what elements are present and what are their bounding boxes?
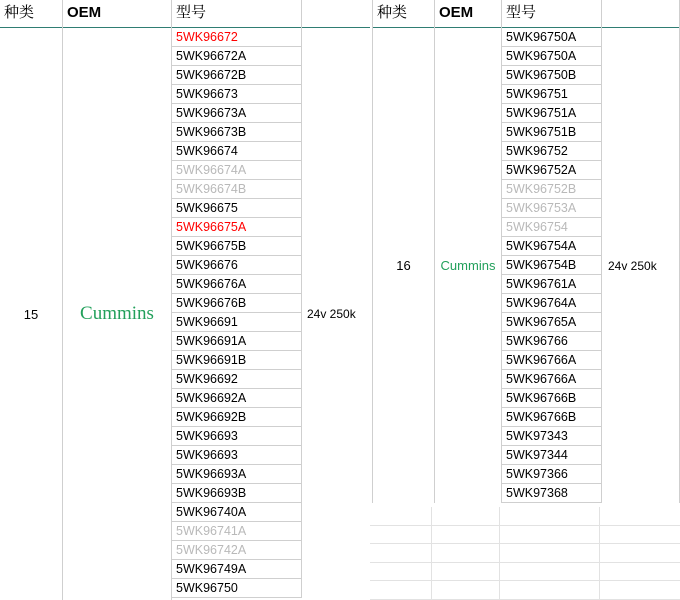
oem-value-cell[interactable]: Cummins: [63, 28, 171, 600]
model-cell[interactable]: 5WK96691: [172, 313, 301, 332]
model-cell[interactable]: 5WK96673A: [172, 104, 301, 123]
model-list-left: [172, 28, 301, 598]
model-cell[interactable]: 5WK96753A: [502, 199, 601, 218]
model-cell[interactable]: 5WK96766A: [502, 370, 601, 389]
model-list-right: [502, 28, 601, 503]
model-cell[interactable]: 5WK96673B: [172, 123, 301, 142]
empty-cell[interactable]: [432, 563, 500, 581]
model-cell[interactable]: 5WK96693: [172, 427, 301, 446]
model-cell[interactable]: 5WK96693B: [172, 484, 301, 503]
model-cell[interactable]: 5WK96764A: [502, 294, 601, 313]
column-kind: [0, 0, 62, 600]
empty-cell[interactable]: [370, 526, 432, 544]
model-cell[interactable]: 5WK96752B: [502, 180, 601, 199]
header-spec-blank-2: [602, 0, 679, 28]
empty-row: [370, 526, 680, 545]
empty-cell[interactable]: [500, 563, 600, 581]
header-spec-blank: [302, 0, 370, 28]
model-cell[interactable]: 5WK96692B: [172, 408, 301, 427]
model-cell[interactable]: 5WK96752A: [502, 161, 601, 180]
model-cell[interactable]: 5WK96750: [172, 579, 301, 598]
model-cell[interactable]: 5WK96740A: [172, 503, 301, 522]
column-model-2: [502, 0, 602, 503]
empty-row: [370, 507, 680, 526]
empty-cell[interactable]: [432, 526, 500, 544]
header-model-2: 型号: [502, 0, 601, 28]
model-cell[interactable]: 5WK96691A: [172, 332, 301, 351]
model-cell[interactable]: 5WK96693: [172, 446, 301, 465]
kind-value-cell-2[interactable]: 16: [373, 28, 434, 503]
column-oem: [62, 0, 172, 600]
model-cell[interactable]: 5WK96751B: [502, 123, 601, 142]
empty-cell[interactable]: [432, 544, 500, 562]
empty-grid-area: [370, 507, 680, 600]
empty-cell[interactable]: [370, 563, 432, 581]
model-cell[interactable]: 5WK96766B: [502, 389, 601, 408]
model-cell[interactable]: 5WK96676B: [172, 294, 301, 313]
header-model: 型号: [172, 0, 301, 28]
model-cell[interactable]: 5WK96750B: [502, 66, 601, 85]
model-cell[interactable]: 5WK96675: [172, 199, 301, 218]
model-cell[interactable]: 5WK96676A: [172, 275, 301, 294]
column-spec: [302, 0, 370, 600]
empty-row: [370, 544, 680, 563]
model-cell[interactable]: 5WK96754A: [502, 237, 601, 256]
model-cell[interactable]: 5WK96674B: [172, 180, 301, 199]
model-cell[interactable]: 5WK96749A: [172, 560, 301, 579]
column-model: [172, 0, 302, 598]
model-cell[interactable]: 5WK96672: [172, 28, 301, 47]
empty-row: [370, 563, 680, 582]
empty-cell[interactable]: [432, 507, 500, 525]
empty-cell[interactable]: [600, 544, 678, 562]
column-kind-2: [372, 0, 434, 503]
empty-cell[interactable]: [432, 581, 500, 599]
empty-cell[interactable]: [600, 507, 678, 525]
model-cell[interactable]: 5WK96766A: [502, 351, 601, 370]
empty-row: [370, 581, 680, 600]
model-cell[interactable]: 5WK96675B: [172, 237, 301, 256]
empty-cell[interactable]: [500, 526, 600, 544]
model-cell[interactable]: 5WK96766: [502, 332, 601, 351]
model-cell[interactable]: 5WK96751: [502, 85, 601, 104]
model-cell[interactable]: 5WK97368: [502, 484, 601, 503]
model-cell[interactable]: 5WK96752: [502, 142, 601, 161]
empty-cell[interactable]: [600, 526, 678, 544]
model-cell[interactable]: 5WK97343: [502, 427, 601, 446]
empty-cell[interactable]: [370, 544, 432, 562]
model-cell[interactable]: 5WK96761A: [502, 275, 601, 294]
header-oem-2: OEM: [435, 0, 501, 28]
model-cell[interactable]: 5WK96754B: [502, 256, 601, 275]
model-cell[interactable]: 5WK96672A: [172, 47, 301, 66]
model-cell[interactable]: 5WK96675A: [172, 218, 301, 237]
model-cell[interactable]: 5WK96673: [172, 85, 301, 104]
empty-cell[interactable]: [500, 544, 600, 562]
oem-value-cell-2[interactable]: Cummins: [435, 28, 501, 503]
header-kind: 种类: [0, 0, 62, 28]
empty-cell[interactable]: [500, 581, 600, 599]
model-cell[interactable]: 5WK96691B: [172, 351, 301, 370]
model-cell[interactable]: 5WK96742A: [172, 541, 301, 560]
model-cell[interactable]: 5WK96750A: [502, 28, 601, 47]
kind-value-cell[interactable]: 15: [0, 28, 62, 600]
model-cell[interactable]: 5WK97366: [502, 465, 601, 484]
model-cell[interactable]: 5WK96676: [172, 256, 301, 275]
model-cell[interactable]: 5WK96751A: [502, 104, 601, 123]
model-cell[interactable]: 5WK96754: [502, 218, 601, 237]
empty-cell[interactable]: [600, 563, 678, 581]
model-cell[interactable]: 5WK96692: [172, 370, 301, 389]
model-cell[interactable]: 5WK96741A: [172, 522, 301, 541]
model-cell[interactable]: 5WK96766B: [502, 408, 601, 427]
model-cell[interactable]: 5WK96674: [172, 142, 301, 161]
model-cell[interactable]: 5WK97344: [502, 446, 601, 465]
column-spec-2: [602, 0, 680, 503]
model-cell[interactable]: 5WK96750A: [502, 47, 601, 66]
model-cell[interactable]: 5WK96765A: [502, 313, 601, 332]
spec-value-cell[interactable]: 24v 250k: [302, 28, 370, 600]
column-oem-2: [434, 0, 502, 503]
header-kind-2: 种类: [373, 0, 434, 28]
spec-value-cell-2[interactable]: 24v 250k: [602, 28, 679, 503]
empty-cell[interactable]: [500, 507, 600, 525]
model-cell[interactable]: 5WK96692A: [172, 389, 301, 408]
empty-cell[interactable]: [370, 507, 432, 525]
model-cell[interactable]: 5WK96693A: [172, 465, 301, 484]
model-cell[interactable]: 5WK96674A: [172, 161, 301, 180]
header-oem: OEM: [63, 0, 171, 28]
empty-cell[interactable]: [370, 581, 432, 599]
empty-cell[interactable]: [600, 581, 678, 599]
model-cell[interactable]: 5WK96672B: [172, 66, 301, 85]
